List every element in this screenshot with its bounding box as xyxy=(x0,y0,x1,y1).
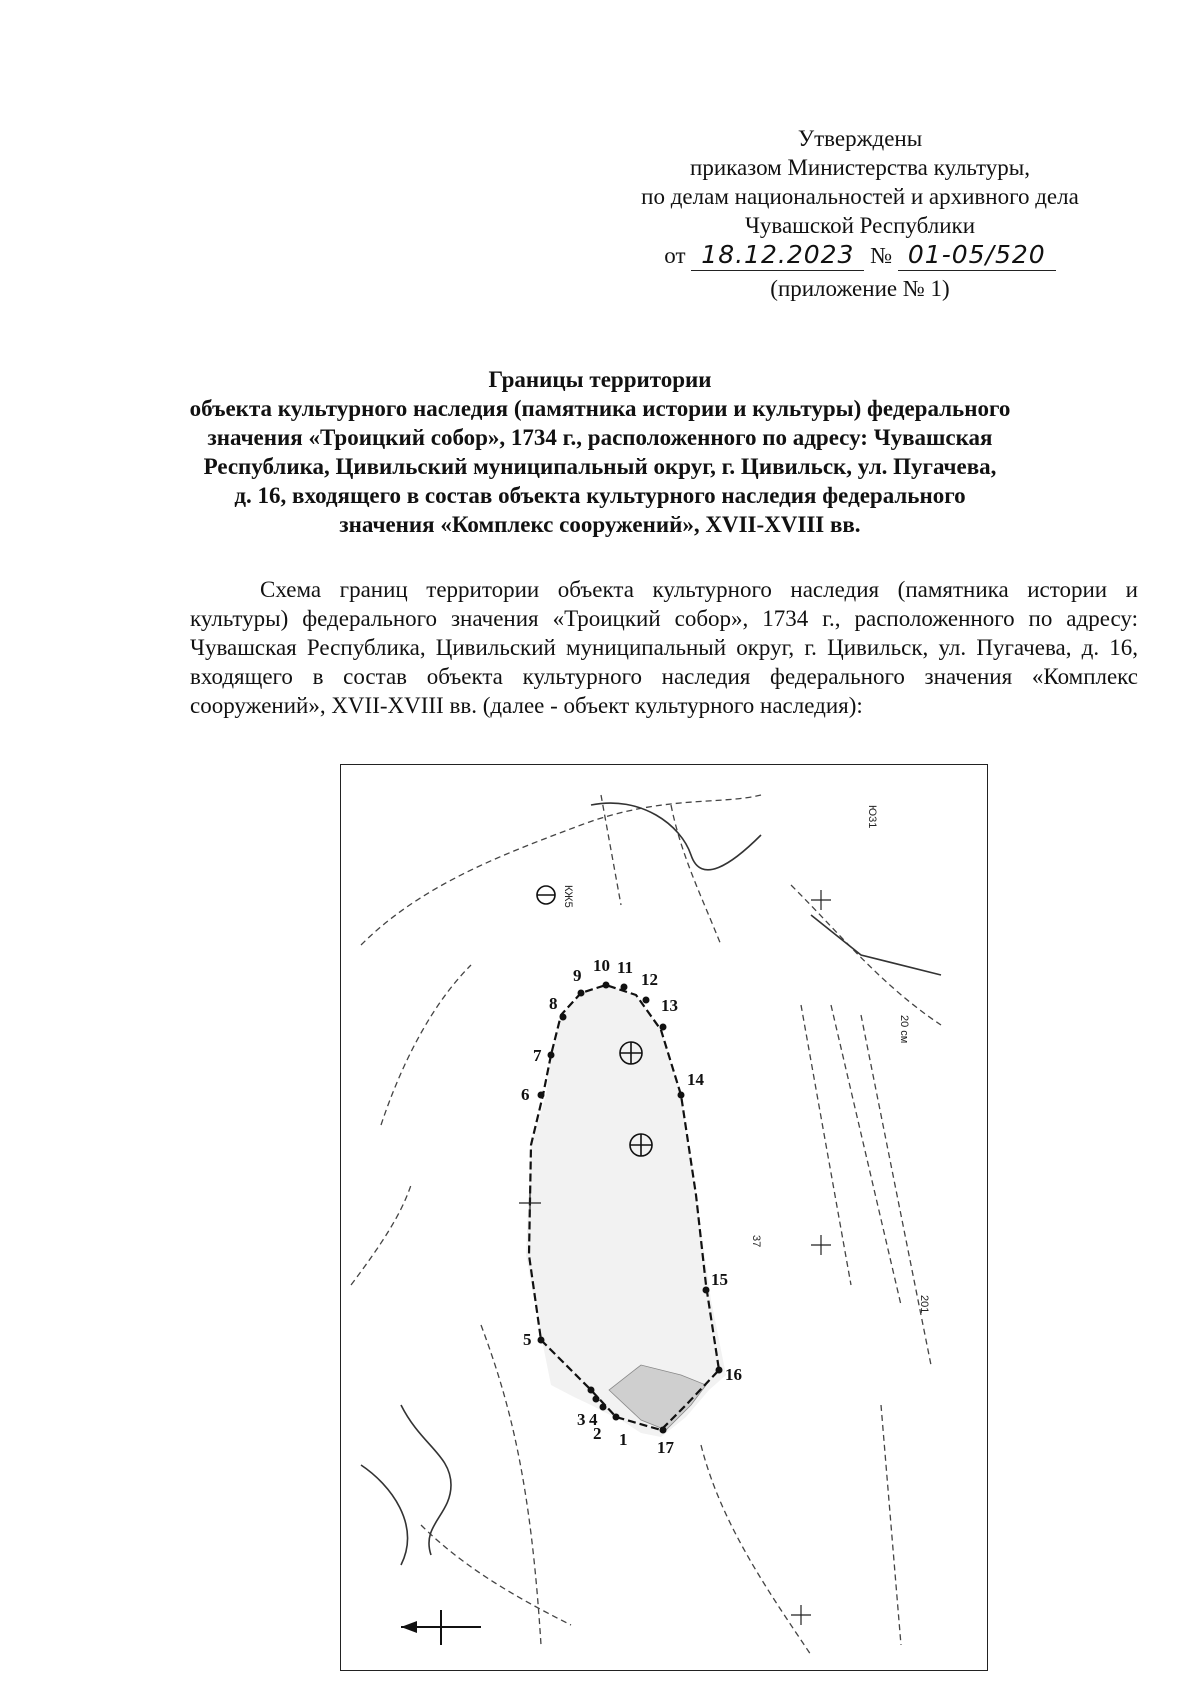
boundary-point xyxy=(600,1404,607,1411)
boundary-point xyxy=(588,1387,595,1394)
number-value: 01-05/520 xyxy=(898,240,1056,271)
boundary-map-svg xyxy=(341,765,987,1670)
map-street-line xyxy=(601,795,621,905)
boundary-point xyxy=(603,982,610,989)
map-street-line xyxy=(801,1005,851,1285)
title-line-5: д. 16, входящего в состав объекта культурного наследия федерального xyxy=(234,483,966,508)
boundary-point xyxy=(660,1024,667,1031)
approval-date-number xyxy=(560,240,1160,274)
title-line-6: значения «Комплекс сооружений», XVII-XVIII вв. xyxy=(339,512,861,537)
title-line-2: объекта культурного наследия (памятника истории и культуры) федерального xyxy=(189,396,1011,421)
map-street-line xyxy=(421,1525,571,1625)
date-value: 18.12.2023 xyxy=(691,240,864,271)
map-street-line xyxy=(671,805,721,945)
map-river xyxy=(401,1405,451,1555)
point-label-1: 1 xyxy=(619,1430,628,1449)
boundary-point xyxy=(548,1052,555,1059)
point-label-5: 5 xyxy=(523,1330,532,1349)
map-road xyxy=(591,803,761,870)
point-label-2: 2 xyxy=(593,1424,602,1443)
point-label-7: 7 xyxy=(533,1046,542,1065)
boundary-point xyxy=(560,1014,567,1021)
boundary-point xyxy=(538,1092,545,1099)
title-line-4: Республика, Цивильский муниципальный округ, г. Цивильск, ул. Пугачева, xyxy=(203,454,997,479)
date-prefix: от xyxy=(664,243,686,268)
boundary-point xyxy=(578,990,585,997)
map-road xyxy=(811,915,941,975)
map-street-line xyxy=(701,1445,811,1655)
map-street-line xyxy=(791,885,941,1025)
boundary-point xyxy=(593,1396,600,1403)
point-label-9: 9 xyxy=(573,966,582,985)
point-label-4: 4 xyxy=(589,1410,598,1429)
approval-line-2: приказом Министерства культуры, xyxy=(690,155,1030,180)
approval-line-3: по делам национальностей и архивного дела xyxy=(641,184,1079,209)
approval-block xyxy=(560,124,1160,303)
north-arrow-icon xyxy=(401,1621,417,1633)
point-label-10: 10 xyxy=(593,956,610,975)
boundary-point xyxy=(716,1367,723,1374)
boundary-map xyxy=(340,764,988,1671)
boundary-point xyxy=(678,1092,685,1099)
point-label-3: 3 xyxy=(577,1410,586,1429)
number-prefix: № xyxy=(870,243,893,268)
point-label-12: 12 xyxy=(641,970,658,989)
north-arrow xyxy=(401,1610,481,1645)
boundary-point xyxy=(660,1427,667,1434)
boundary-point xyxy=(621,984,628,991)
map-street-line xyxy=(361,795,761,945)
annotation-code: Ю31 xyxy=(866,805,878,829)
approval-appendix: (приложение № 1) xyxy=(770,276,950,301)
description-paragraph: Схема границ территории объекта культурного наследия (памятника истории и культуры) федерального значения «Троицкий собор», 1734 г., расположенного по адресу: Чувашская Республика, Цивильский муниципальный округ, г. Цивильск, ул. Пугачева, д. 16, входящего в состав объекта культурного наследия федерального значения «Комплекс сооружений», XVII-XVIII вв. (далее - объект культурного наследия): xyxy=(190,577,1138,718)
point-label-14: 14 xyxy=(687,1070,704,1089)
annotation-scale: 20 см xyxy=(898,1015,910,1044)
point-label-8: 8 xyxy=(549,994,558,1013)
boundary-point xyxy=(613,1414,620,1421)
boundary-point xyxy=(538,1337,545,1344)
boundary-point xyxy=(703,1287,710,1294)
map-street-line xyxy=(831,1005,901,1305)
map-street-line xyxy=(881,1405,901,1645)
title-line-1: Границы территории xyxy=(488,367,712,392)
point-label-17: 17 xyxy=(657,1438,674,1457)
map-street-line xyxy=(481,1325,541,1645)
approval-line-4: Чувашской Республики xyxy=(744,213,976,238)
approval-line-1: Утверждены xyxy=(797,126,923,151)
annotation-code: КЖ5 xyxy=(562,885,574,908)
document-title xyxy=(180,365,1020,539)
map-street-line xyxy=(381,965,471,1125)
annotation-number: 201 xyxy=(918,1295,930,1314)
point-label-6: 6 xyxy=(521,1085,530,1104)
map-street-line xyxy=(351,1185,411,1285)
point-label-15: 15 xyxy=(711,1270,728,1289)
point-label-16: 16 xyxy=(725,1365,742,1384)
point-label-11: 11 xyxy=(617,958,634,977)
annotation-number: 37 xyxy=(750,1235,762,1248)
point-label-13: 13 xyxy=(661,996,678,1015)
boundary-point xyxy=(643,997,650,1004)
title-line-3: значения «Троицкий собор», 1734 г., расположенного по адресу: Чувашская xyxy=(207,425,993,450)
map-river xyxy=(361,1465,407,1565)
